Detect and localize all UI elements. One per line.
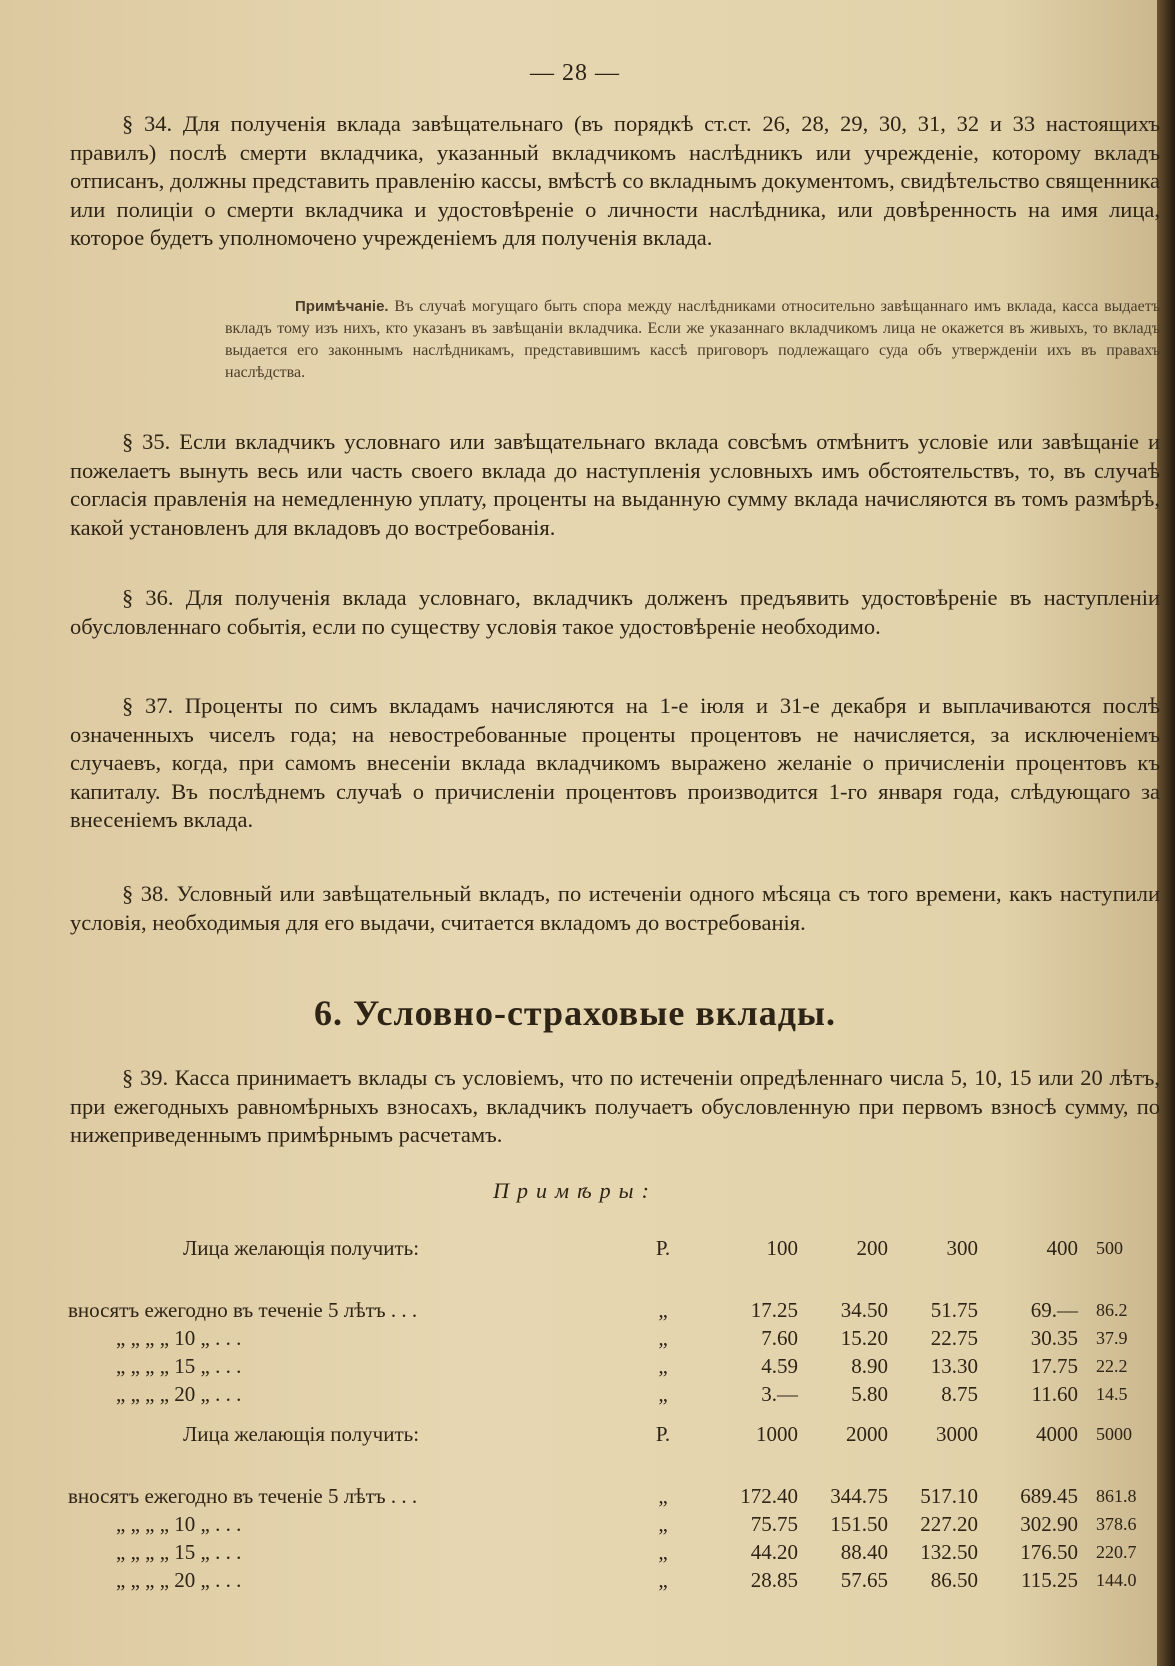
table-row: [68, 1296, 1150, 1324]
value-cell: 861.8: [1096, 1485, 1137, 1506]
row-label: „ „ „ „ 10 „ . . .: [116, 1511, 242, 1536]
amount-cell: 1000: [756, 1421, 798, 1446]
table-header-row: [68, 1228, 1150, 1268]
value-cell: 176.50: [1020, 1539, 1078, 1564]
value-cell: 378.6: [1096, 1513, 1137, 1534]
row-label: „ „ „ „ 10 „ . . .: [116, 1325, 242, 1350]
value-cell: 44.20: [750, 1539, 798, 1564]
value-cell: 144.0: [1096, 1569, 1137, 1590]
value-cell: 4.59: [761, 1353, 798, 1378]
section-35: [70, 428, 1160, 542]
section-36: [70, 584, 1160, 641]
value-cell: 34.50: [840, 1297, 888, 1322]
row-label: „ „ „ „ 15 „ . . .: [116, 1353, 242, 1378]
ditto-mark: „: [658, 1483, 668, 1508]
table-row: [68, 1538, 1150, 1566]
note-paragraph: [70, 296, 1160, 384]
amount-cell: 400: [1046, 1235, 1078, 1260]
paragraph-36: § 36. Для полученія вклада условнаго, вкладчикъ долженъ предъявить удостовѣреніе въ наступленіи обусловленнаго событія, если по существу условія такое удостовѣреніе необходимо.: [70, 585, 1160, 639]
section-39: [70, 1064, 1160, 1150]
ditto-mark: „: [658, 1539, 668, 1564]
amount-cell: 3000: [936, 1421, 978, 1446]
value-cell: 14.5: [1096, 1383, 1128, 1404]
note-label: Примѣчаніе.: [295, 298, 389, 315]
value-cell: 51.75: [930, 1297, 978, 1322]
note-text: Въ случаѣ могущаго быть спора между наслѣдниками относительно завѣщаннаго имъ вклада, касса выдаетъ вкладъ тому изъ нихъ, кто указанъ въ завѣщаніи вкладчика. Если же указаннаго вкладчикомъ лица не окажется въ живыхъ, то вкладъ выдается его законнымъ наслѣдникамъ, представившимъ кассѣ приговоръ подлежащаго суда объ утвержденіи ихъ въ правахъ наслѣдства.: [225, 298, 1161, 381]
table-row: [68, 1380, 1150, 1408]
page-number: — 28 —: [530, 60, 620, 86]
ditto-mark: „: [658, 1297, 668, 1322]
value-cell: 689.45: [1020, 1483, 1078, 1508]
paragraph-34: § 34. Для полученія вклада завѣщательнаго (въ порядкѣ ст.ст. 26, 28, 29, 30, 31, 32 и 33 настоящихъ правилъ) послѣ смерти вкладчика, указанный вкладчикомъ наслѣдникъ или учрежденіе, которому вкладъ отписанъ, должны представить правленію кассы, вмѣстѣ со вкладнымъ документомъ, свидѣтельство священника или полиціи о смерти вкладчика и удостовѣреніе о личности наслѣдника, или довѣренность на имя лица, которое будетъ уполномочено учрежденіемъ для полученія вклада.: [70, 111, 1160, 250]
rates-table-1: [68, 1228, 1150, 1408]
table-row: [68, 1352, 1150, 1380]
value-cell: 7.60: [761, 1325, 798, 1350]
paragraph-37: § 37. Проценты по симъ вкладамъ начисляются на 1-е іюля и 31-е декабря и выплачиваются послѣ означенныхъ чиселъ года; на невостребованные проценты процентовъ не начисляется, за исключеніемъ случаевъ, когда, при самомъ внесеніи вклада вкладчикомъ выражено желаніе о причисленіи процентовъ къ капиталу. Въ послѣднемъ случаѣ о причисленіи процентовъ производится 1-го января года, слѣдующаго за внесеніемъ вклада.: [70, 693, 1160, 832]
row-label: вносятъ ежегодно въ теченіе 5 лѣтъ . . .: [68, 1483, 418, 1508]
value-cell: 86.2: [1096, 1299, 1128, 1320]
rates-table-2: [68, 1414, 1150, 1594]
table-row: [68, 1566, 1150, 1594]
amount-cell: 4000: [1036, 1421, 1078, 1446]
ditto-mark: „: [658, 1511, 668, 1536]
value-cell: 22.75: [930, 1325, 978, 1350]
value-cell: 13.30: [930, 1353, 978, 1378]
value-cell: 37.9: [1096, 1327, 1128, 1348]
header-label: Лица желающія получить:: [183, 1421, 420, 1446]
value-cell: 115.25: [1021, 1567, 1078, 1592]
ditto-mark: „: [658, 1325, 668, 1350]
value-cell: 227.20: [920, 1511, 978, 1536]
table-row: [68, 1482, 1150, 1510]
row-label: „ „ „ „ 20 „ . . .: [116, 1381, 242, 1406]
value-cell: 88.40: [840, 1539, 888, 1564]
value-cell: 517.10: [920, 1483, 978, 1508]
paragraph-39: § 39. Касса принимаетъ вклады съ условіемъ, что по истеченіи опредѣленнаго числа 5, 10, 15 или 20 лѣтъ, при ежегодныхъ равномѣрныхъ взносахъ, вкладчикъ получаетъ обусловленную при первомъ взносѣ сумму, по нижеприведеннымъ примѣрнымъ расчетамъ.: [70, 1065, 1160, 1147]
section-38: [70, 880, 1160, 937]
value-cell: 75.75: [750, 1511, 798, 1536]
value-cell: 172.40: [740, 1483, 798, 1508]
value-cell: 86.50: [930, 1567, 978, 1592]
amount-cell: 2000: [846, 1421, 888, 1446]
row-label: „ „ „ „ 20 „ . . .: [116, 1567, 242, 1592]
value-cell: 132.50: [920, 1539, 978, 1564]
section-heading: 6. Условно-страховые вклады.: [313, 993, 837, 1033]
row-label: вносятъ ежегодно въ теченіе 5 лѣтъ . . .: [68, 1297, 418, 1322]
currency-label: Р.: [655, 1235, 671, 1260]
amount-cell: 5000: [1096, 1423, 1132, 1444]
examples-title: Примѣры:: [493, 1178, 657, 1203]
ditto-mark: „: [658, 1567, 668, 1592]
value-cell: 3.—: [761, 1381, 798, 1406]
value-cell: 344.75: [830, 1483, 888, 1508]
table-row: [68, 1510, 1150, 1538]
value-cell: 17.75: [1030, 1353, 1078, 1378]
ditto-mark: „: [658, 1381, 668, 1406]
value-cell: 30.35: [1030, 1325, 1078, 1350]
value-cell: 28.85: [750, 1567, 798, 1592]
value-cell: 15.20: [840, 1325, 888, 1350]
row-label: „ „ „ „ 15 „ . . .: [116, 1539, 242, 1564]
value-cell: 151.50: [830, 1511, 888, 1536]
ditto-mark: „: [658, 1353, 668, 1378]
amount-cell: 300: [946, 1235, 978, 1260]
header-label: Лица желающія получить:: [183, 1235, 420, 1260]
amount-cell: 200: [856, 1235, 888, 1260]
value-cell: 22.2: [1096, 1355, 1128, 1376]
value-cell: 11.60: [1031, 1381, 1078, 1406]
value-cell: 17.25: [750, 1297, 798, 1322]
section-34: [70, 110, 1160, 253]
paragraph-35: § 35. Если вкладчикъ условнаго или завѣщательнаго вклада совсѣмъ отмѣнитъ условіе или завѣщаніе и пожелаетъ вынуть весь или часть своего вклада до наступленія условныхъ имъ обстоятельствъ, то, въ случаѣ согласія правленія на немедленную уплату, проценты на выданную сумму вклада начисляются въ томъ размѣрѣ, какой установленъ для вкладовъ до востребованія.: [70, 429, 1160, 540]
value-cell: 5.80: [851, 1381, 888, 1406]
section-37: [70, 692, 1160, 835]
currency-label: Р.: [655, 1421, 671, 1446]
value-cell: 220.7: [1096, 1541, 1137, 1562]
paragraph-38: § 38. Условный или завѣщательный вкладъ, по истеченіи одного мѣсяца съ того времени, какъ наступили условія, необходимыя для его выдачи, считается вкладомъ до востребованія.: [70, 881, 1160, 935]
value-cell: 57.65: [840, 1567, 888, 1592]
value-cell: 8.90: [851, 1353, 888, 1378]
value-cell: 302.90: [1020, 1511, 1078, 1536]
amount-cell: 500: [1096, 1237, 1123, 1258]
table-header-row: [68, 1414, 1150, 1454]
table-row: [68, 1324, 1150, 1352]
note-block: [70, 296, 1160, 384]
amount-cell: 100: [766, 1235, 798, 1260]
value-cell: 8.75: [941, 1381, 978, 1406]
value-cell: 69.—: [1030, 1297, 1078, 1322]
